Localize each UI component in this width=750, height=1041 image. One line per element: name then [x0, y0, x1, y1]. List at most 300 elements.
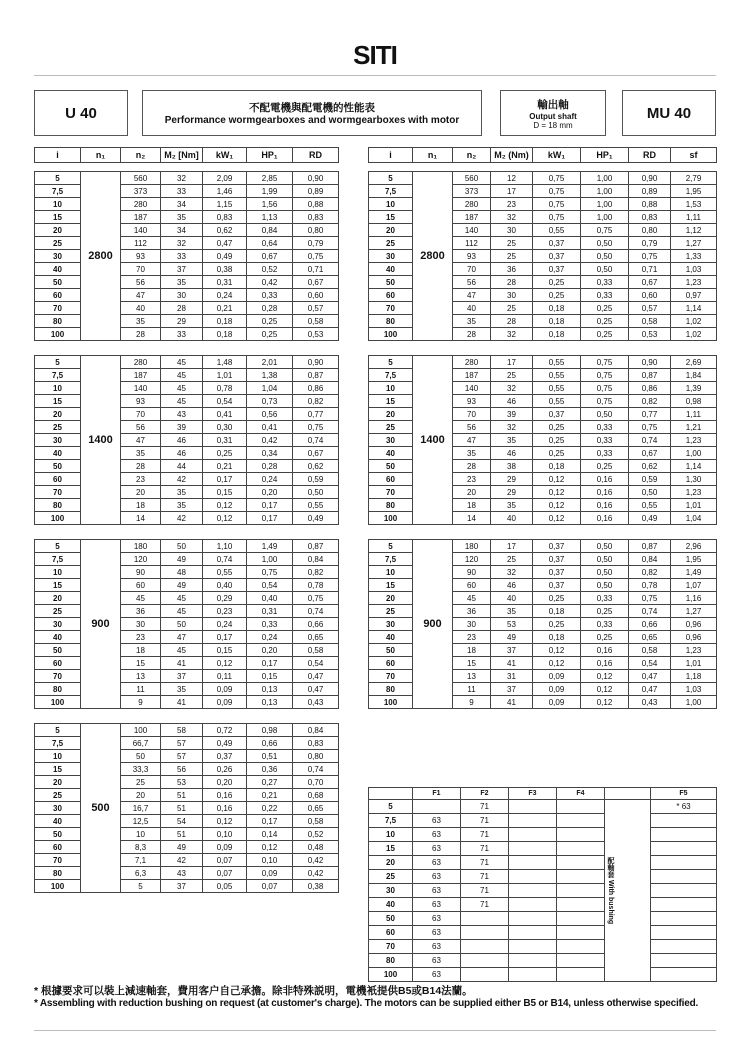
value-cell: 17: [491, 540, 533, 553]
value-cell: 60: [121, 579, 161, 592]
table-row: [35, 631, 339, 644]
value-cell: 0,18: [203, 328, 247, 341]
ratio-cell: 10: [35, 566, 81, 579]
value-cell: 70: [453, 408, 491, 421]
value-cell: 39: [161, 421, 203, 434]
flange-cell: 63: [413, 884, 461, 898]
column-header: i: [369, 148, 413, 163]
value-cell: 1,04: [247, 382, 293, 395]
value-cell: 0,78: [293, 579, 339, 592]
ratio-cell: 70: [35, 486, 81, 499]
flange-row: [369, 912, 717, 926]
value-cell: 0,16: [581, 644, 629, 657]
value-cell: 31: [491, 670, 533, 683]
value-cell: 0,75: [629, 421, 671, 434]
flange-ratio-cell: 40: [369, 898, 413, 912]
value-cell: 0,18: [533, 460, 581, 473]
table-row: [35, 198, 339, 211]
table-row: [369, 356, 717, 369]
value-cell: 0,80: [293, 750, 339, 763]
value-cell: 0,16: [581, 499, 629, 512]
value-cell: 1,30: [671, 473, 717, 486]
value-cell: 50: [161, 540, 203, 553]
value-cell: 0,37: [533, 263, 581, 276]
value-cell: 1,16: [671, 592, 717, 605]
ratio-cell: 7,5: [35, 185, 81, 198]
flange-row: [369, 870, 717, 884]
value-cell: 0,37: [533, 579, 581, 592]
value-cell: 0,30: [203, 421, 247, 434]
value-cell: 0,12: [533, 512, 581, 525]
value-cell: 0,25: [533, 592, 581, 605]
value-cell: 56: [453, 421, 491, 434]
value-cell: 0,24: [203, 618, 247, 631]
spacer-row: [35, 709, 339, 724]
table-row: [35, 315, 339, 328]
value-cell: 49: [491, 631, 533, 644]
flange-cell: [557, 842, 605, 856]
value-cell: 112: [121, 237, 161, 250]
value-cell: 0,74: [629, 434, 671, 447]
left-performance-table: [34, 147, 339, 893]
flange-cell: [651, 926, 717, 940]
value-cell: 0,20: [247, 644, 293, 657]
value-cell: 1,99: [247, 185, 293, 198]
flange-cell: 63: [413, 926, 461, 940]
ratio-cell: 30: [35, 434, 81, 447]
flange-cell: [557, 926, 605, 940]
value-cell: 0,07: [247, 880, 293, 893]
value-cell: 57: [161, 737, 203, 750]
value-cell: 2,69: [671, 356, 717, 369]
value-cell: 50: [161, 618, 203, 631]
value-cell: 25: [121, 776, 161, 789]
value-cell: 0,16: [203, 802, 247, 815]
value-cell: 140: [453, 382, 491, 395]
flange-row: [369, 800, 717, 814]
value-cell: 50: [121, 750, 161, 763]
ratio-cell: 5: [369, 356, 413, 369]
value-cell: 30: [453, 618, 491, 631]
value-cell: 2,09: [203, 172, 247, 185]
column-header: RD: [293, 148, 339, 163]
value-cell: 0,55: [203, 566, 247, 579]
value-cell: 49: [161, 579, 203, 592]
ratio-cell: 70: [369, 302, 413, 315]
value-cell: 48: [161, 566, 203, 579]
table-row: [35, 815, 339, 828]
flange-cell: 63: [413, 898, 461, 912]
value-cell: 0,77: [629, 408, 671, 421]
value-cell: 0,55: [533, 224, 581, 237]
flange-cell: 63: [413, 842, 461, 856]
table-row: [35, 618, 339, 631]
value-cell: 0,25: [533, 276, 581, 289]
flange-row: [369, 926, 717, 940]
ratio-cell: 30: [369, 250, 413, 263]
ratio-cell: 40: [369, 263, 413, 276]
flange-table: [368, 787, 717, 982]
value-cell: 36: [453, 605, 491, 618]
column-header: kW₁: [203, 148, 247, 163]
value-cell: 1,23: [671, 486, 717, 499]
value-cell: 0,77: [293, 408, 339, 421]
value-cell: 28: [161, 302, 203, 315]
flange-cell: [651, 884, 717, 898]
ratio-cell: 50: [369, 460, 413, 473]
value-cell: 35: [161, 486, 203, 499]
value-cell: 0,72: [203, 724, 247, 737]
value-cell: 33: [161, 328, 203, 341]
table-row: [369, 172, 717, 185]
table-row: [35, 776, 339, 789]
ratio-cell: 7,5: [369, 369, 413, 382]
column-header: RD: [629, 148, 671, 163]
value-cell: 32: [491, 328, 533, 341]
value-cell: 43: [161, 867, 203, 880]
flange-cell: [651, 870, 717, 884]
value-cell: 187: [453, 211, 491, 224]
value-cell: 0,15: [247, 670, 293, 683]
output-shaft-diameter: D = 18 mm: [533, 120, 573, 130]
value-cell: 0,43: [293, 696, 339, 709]
value-cell: 29: [491, 473, 533, 486]
value-cell: 37: [491, 644, 533, 657]
value-cell: 0,58: [293, 315, 339, 328]
ratio-cell: 30: [369, 618, 413, 631]
value-cell: 1,84: [671, 369, 717, 382]
table-row: [35, 644, 339, 657]
value-cell: 35: [161, 499, 203, 512]
value-cell: 280: [121, 356, 161, 369]
flange-row: [369, 940, 717, 954]
value-cell: 0,58: [293, 815, 339, 828]
value-cell: 0,12: [581, 670, 629, 683]
ratio-cell: 100: [369, 696, 413, 709]
value-cell: 0,66: [629, 618, 671, 631]
value-cell: 0,50: [581, 408, 629, 421]
value-cell: 0,12: [203, 499, 247, 512]
flange-cell: [557, 800, 605, 814]
value-cell: 1,00: [671, 696, 717, 709]
value-cell: 0,55: [293, 499, 339, 512]
value-cell: 56: [121, 276, 161, 289]
value-cell: 0,67: [293, 276, 339, 289]
value-cell: 23: [121, 473, 161, 486]
value-cell: 33: [161, 185, 203, 198]
value-cell: 0,10: [247, 854, 293, 867]
value-cell: 0,18: [533, 605, 581, 618]
table-row: [35, 447, 339, 460]
value-cell: 0,25: [203, 447, 247, 460]
value-cell: 1,10: [203, 540, 247, 553]
ratio-cell: 100: [35, 696, 81, 709]
value-cell: 0,96: [671, 631, 717, 644]
value-cell: 0,41: [203, 408, 247, 421]
value-cell: 0,88: [293, 198, 339, 211]
value-cell: 1,00: [581, 172, 629, 185]
value-cell: 0,26: [203, 763, 247, 776]
ratio-cell: 25: [369, 237, 413, 250]
value-cell: 1,18: [671, 670, 717, 683]
value-cell: 12,5: [121, 815, 161, 828]
value-cell: 0,37: [203, 750, 247, 763]
value-cell: 0,67: [247, 250, 293, 263]
value-cell: 25: [491, 302, 533, 315]
value-cell: 18: [453, 499, 491, 512]
value-cell: 0,50: [581, 566, 629, 579]
value-cell: 0,55: [533, 369, 581, 382]
value-cell: 47: [121, 434, 161, 447]
value-cell: 1,38: [247, 369, 293, 382]
value-cell: 0,12: [533, 473, 581, 486]
ratio-cell: 50: [35, 460, 81, 473]
ratio-cell: 7,5: [35, 553, 81, 566]
value-cell: 37: [161, 670, 203, 683]
value-cell: 0,11: [203, 670, 247, 683]
value-cell: 28: [491, 276, 533, 289]
flange-cell: [509, 884, 557, 898]
value-cell: 0,25: [581, 631, 629, 644]
column-header: n₁: [413, 148, 453, 163]
flange-header-row: [369, 788, 717, 800]
value-cell: 0,37: [533, 566, 581, 579]
value-cell: 0,75: [581, 395, 629, 408]
flange-cell: [461, 940, 509, 954]
value-cell: 0,38: [203, 263, 247, 276]
value-cell: 0,37: [533, 540, 581, 553]
value-cell: 0,12: [581, 683, 629, 696]
column-header: M₂ [Nm]: [161, 148, 203, 163]
flange-cell: [557, 898, 605, 912]
value-cell: 30: [491, 289, 533, 302]
value-cell: 0,67: [629, 276, 671, 289]
table-row: [35, 421, 339, 434]
ratio-cell: 30: [35, 618, 81, 631]
right-performance-table: [368, 147, 717, 709]
flange-ratio-cell: 15: [369, 842, 413, 856]
value-cell: 0,75: [293, 421, 339, 434]
table-row: [35, 356, 339, 369]
value-cell: 2,79: [671, 172, 717, 185]
value-cell: 0,82: [629, 566, 671, 579]
value-cell: 2,85: [247, 172, 293, 185]
flange-row: [369, 884, 717, 898]
flange-cell: [509, 800, 557, 814]
value-cell: 187: [453, 369, 491, 382]
value-cell: 1,95: [671, 185, 717, 198]
value-cell: 0,65: [629, 631, 671, 644]
spacer: [369, 163, 717, 172]
value-cell: 45: [161, 592, 203, 605]
ratio-cell: 7,5: [369, 553, 413, 566]
value-cell: 0,12: [203, 512, 247, 525]
value-cell: 0,75: [581, 369, 629, 382]
ratio-cell: 7,5: [369, 185, 413, 198]
value-cell: 46: [161, 434, 203, 447]
ratio-cell: 25: [35, 605, 81, 618]
value-cell: 0,13: [247, 696, 293, 709]
column-header: HP₁: [247, 148, 293, 163]
flange-cell: [557, 940, 605, 954]
value-cell: 40: [491, 592, 533, 605]
siti-logo: SITI: [353, 40, 397, 70]
value-cell: 1,03: [671, 263, 717, 276]
column-header: i: [35, 148, 81, 163]
value-cell: 0,50: [581, 237, 629, 250]
table-row: [35, 276, 339, 289]
value-cell: 0,17: [203, 473, 247, 486]
value-cell: 0,09: [247, 867, 293, 880]
model-left-label: U 40: [65, 104, 97, 122]
value-cell: 18: [453, 644, 491, 657]
value-cell: 0,47: [629, 670, 671, 683]
value-cell: 0,58: [293, 644, 339, 657]
flange-cell: [509, 814, 557, 828]
ratio-cell: 80: [35, 315, 81, 328]
value-cell: 45: [121, 592, 161, 605]
value-cell: 1,27: [671, 237, 717, 250]
value-cell: 29: [161, 315, 203, 328]
value-cell: 42: [161, 854, 203, 867]
ratio-cell: 7,5: [35, 369, 81, 382]
value-cell: 0,56: [247, 408, 293, 421]
value-cell: 373: [453, 185, 491, 198]
footnote-en: * Assembling with reduction bushing on request (at customer's charge). The motors can be supplied either B5 or B14, unless otherwise specified.: [34, 998, 699, 1009]
value-cell: 0,73: [247, 395, 293, 408]
value-cell: 0,74: [293, 763, 339, 776]
value-cell: 0,22: [247, 802, 293, 815]
value-cell: 0,75: [533, 211, 581, 224]
ratio-cell: 5: [35, 540, 81, 553]
value-cell: 2,96: [671, 540, 717, 553]
value-cell: 13: [121, 670, 161, 683]
value-cell: 0,75: [629, 592, 671, 605]
value-cell: 1,49: [247, 540, 293, 553]
model-box-right: [622, 90, 716, 136]
table-row: [35, 328, 339, 341]
value-cell: 0,50: [581, 553, 629, 566]
value-cell: 1,15: [203, 198, 247, 211]
value-cell: 1,11: [671, 408, 717, 421]
value-cell: 0,97: [671, 289, 717, 302]
value-cell: 42: [161, 473, 203, 486]
value-cell: 30: [161, 289, 203, 302]
value-cell: 0,52: [293, 828, 339, 841]
value-cell: 36: [491, 263, 533, 276]
value-cell: 0,24: [203, 289, 247, 302]
value-cell: 0,83: [293, 737, 339, 750]
value-cell: 0,67: [293, 447, 339, 460]
value-cell: 20: [453, 486, 491, 499]
value-cell: 93: [453, 395, 491, 408]
value-cell: 180: [453, 540, 491, 553]
table-row: [35, 696, 339, 709]
value-cell: 15: [453, 657, 491, 670]
value-cell: 0,09: [533, 683, 581, 696]
ratio-cell: 80: [369, 683, 413, 696]
value-cell: 0,49: [203, 250, 247, 263]
value-cell: 0,96: [671, 618, 717, 631]
flange-cell: [413, 800, 461, 814]
value-cell: 42: [161, 512, 203, 525]
ratio-cell: 40: [369, 447, 413, 460]
value-cell: 0,58: [629, 644, 671, 657]
value-cell: 0,84: [293, 553, 339, 566]
value-cell: 12: [491, 172, 533, 185]
ratio-cell: 60: [369, 657, 413, 670]
flange-cell: 63: [413, 828, 461, 842]
ratio-cell: 30: [35, 250, 81, 263]
value-cell: 0,90: [629, 172, 671, 185]
ratio-cell: 20: [369, 408, 413, 421]
flange-cell: [651, 898, 717, 912]
value-cell: 0,17: [247, 499, 293, 512]
value-cell: 0,54: [629, 657, 671, 670]
value-cell: 0,21: [203, 302, 247, 315]
value-cell: 90: [453, 566, 491, 579]
flange-cell: 63: [413, 912, 461, 926]
value-cell: 0,74: [629, 605, 671, 618]
value-cell: 35: [161, 211, 203, 224]
value-cell: 187: [121, 211, 161, 224]
value-cell: 1,00: [581, 198, 629, 211]
value-cell: 0,42: [293, 867, 339, 880]
value-cell: 9: [121, 696, 161, 709]
value-cell: 0,67: [629, 447, 671, 460]
value-cell: 35: [491, 499, 533, 512]
column-header: n₂: [121, 148, 161, 163]
value-cell: 0,82: [293, 395, 339, 408]
value-cell: 1,00: [247, 553, 293, 566]
ratio-cell: 15: [369, 211, 413, 224]
value-cell: 32: [491, 566, 533, 579]
value-cell: 25: [491, 369, 533, 382]
value-cell: 0,50: [629, 486, 671, 499]
spacer: [35, 341, 339, 356]
flange-header: F1: [413, 788, 461, 800]
flange-header: [369, 788, 413, 800]
value-cell: 1,02: [671, 328, 717, 341]
value-cell: 9: [453, 696, 491, 709]
value-cell: 0,78: [629, 579, 671, 592]
value-cell: 0,25: [247, 315, 293, 328]
value-cell: 0,37: [533, 237, 581, 250]
flange-cell: [509, 926, 557, 940]
value-cell: 45: [161, 605, 203, 618]
table-row: [35, 369, 339, 382]
ratio-cell: 40: [35, 263, 81, 276]
value-cell: 0,31: [203, 434, 247, 447]
value-cell: 0,55: [629, 499, 671, 512]
value-cell: 14: [121, 512, 161, 525]
value-cell: 1,01: [671, 499, 717, 512]
value-cell: 51: [161, 789, 203, 802]
flange-ratio-cell: 7,5: [369, 814, 413, 828]
bushing-label-cn: 配軸套: [607, 856, 614, 878]
value-cell: 100: [121, 724, 161, 737]
value-cell: 28: [453, 328, 491, 341]
flange-ratio-cell: 25: [369, 870, 413, 884]
value-cell: 0,98: [671, 395, 717, 408]
value-cell: 37: [161, 263, 203, 276]
value-cell: 1,11: [671, 211, 717, 224]
value-cell: 0,05: [203, 880, 247, 893]
value-cell: 36: [121, 605, 161, 618]
value-cell: 46: [491, 395, 533, 408]
value-cell: 45: [453, 592, 491, 605]
value-cell: 45: [161, 369, 203, 382]
